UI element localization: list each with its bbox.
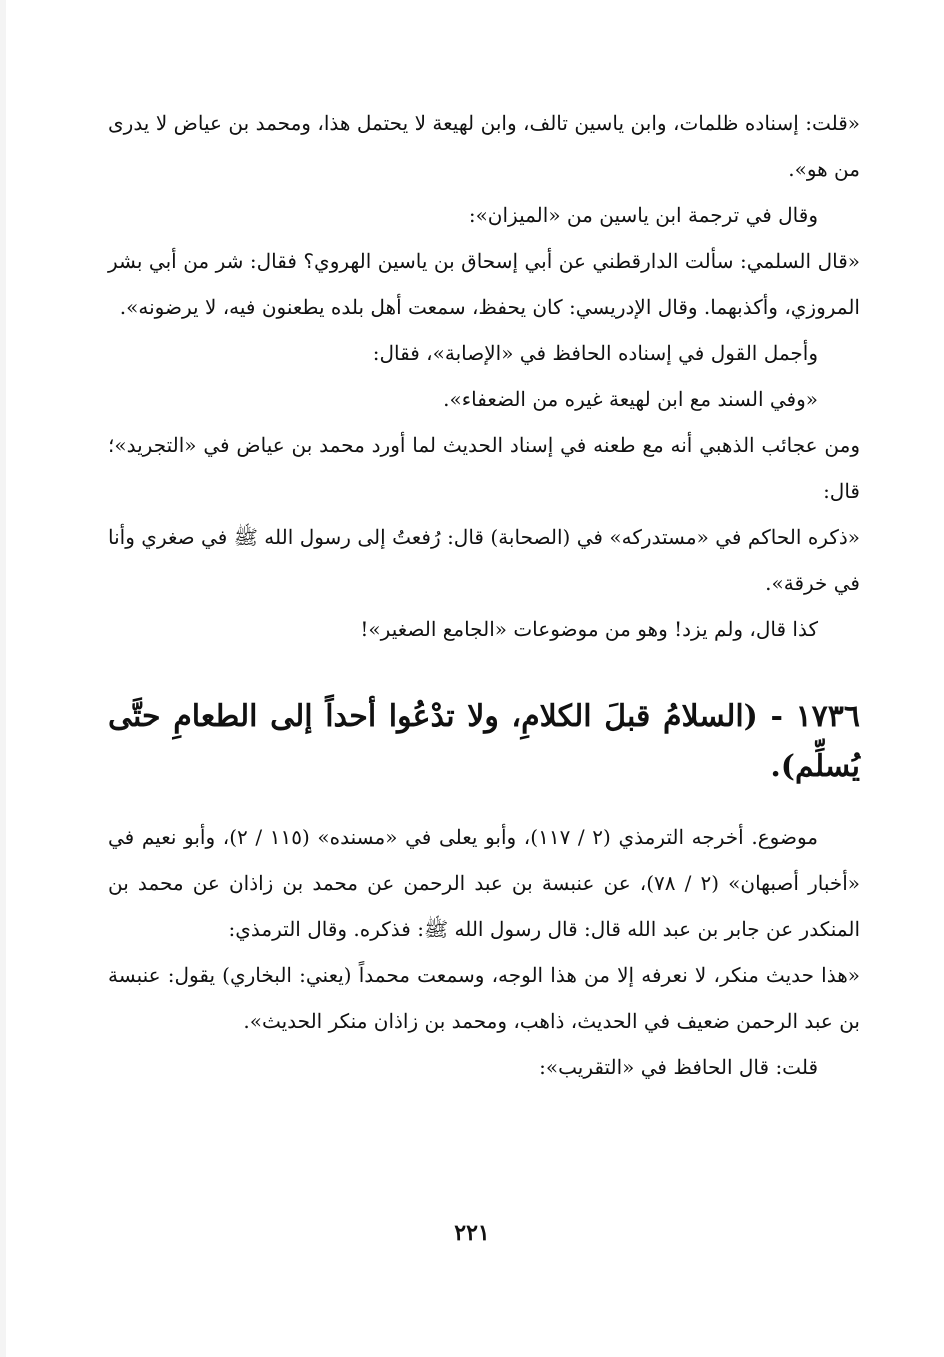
page-body: [108, 100, 860, 1090]
paragraph: «قال السلمي: سألت الدارقطني عن أبي إسحاق بن ياسين الهروي؟ فقال: شر من أبي بشر المروزي، وأكذبهما. وقال الإدريسي: كان يحفظ، سمعت أهل بلده يطعنون فيه، لا يرضونه».: [108, 249, 860, 319]
paragraph: كذا قال، ولم يزد! وهو من موضوعات «الجامع الصغير»!: [360, 617, 818, 641]
page-edge-shadow: [0, 0, 6, 1357]
paragraph: «هذا حديث منكر، لا نعرفه إلا من هذا الوجه، وسمعت محمداً (يعني: البخاري) يقول: عنبسة بن عبد الرحمن ضعيف في الحديث، ذاهب، ومحمد بن زاذان منكر الحديث».: [108, 963, 860, 1033]
paragraph: وأجمل القول في إسناده الحافظ في «الإصابة»، فقال:: [372, 341, 818, 365]
hadith-heading: ١٧٣٦ - (السلامُ قبلَ الكلامِ، ولا تدْعُوا أحداً إلى الطعامِ حتَّى يُسلِّم).: [108, 699, 861, 784]
paragraph: «وفي السند مع ابن لهيعة غيره من الضعفاء».: [443, 387, 818, 411]
paragraph: وقال في ترجمة ابن ياسين من «الميزان»:: [468, 203, 818, 227]
paragraph: «قلت: إسناده ظلمات، وابن ياسين تالف، وابن لهيعة لا يحتمل هذا، ومحمد بن عياض لا يدرى من هو».: [108, 111, 861, 181]
paragraph: ومن عجائب الذهبي أنه مع طعنه في إسناد الحديث لما أورد محمد بن عياض في «التجريد»؛ قال:: [108, 433, 860, 503]
paragraph: موضوع. أخرجه الترمذي (٢ / ١١٧)، وأبو يعلى في «مسنده» (١١٥ / ٢)، وأبو نعيم في «أخبار أصبهان» (٢ / ٧٨)، عن عنبسة بن عبد الرحمن عن محمد بن زاذان عن محمد بن المنكدر عن جابر بن عبد الله قال: قال رسول الله ﷺ: فذكره. وقال الترمذي:: [108, 825, 861, 941]
page-number: ٢٢١: [454, 1220, 490, 1246]
paragraph: قلت: قال الحافظ في «التقريب»:: [539, 1055, 818, 1079]
paragraph: «ذكره الحاكم في «مستدركه» في (الصحابة) قال: رُفعتُ إلى رسول الله ﷺ في صغري وأنا في خرقة».: [108, 525, 860, 595]
